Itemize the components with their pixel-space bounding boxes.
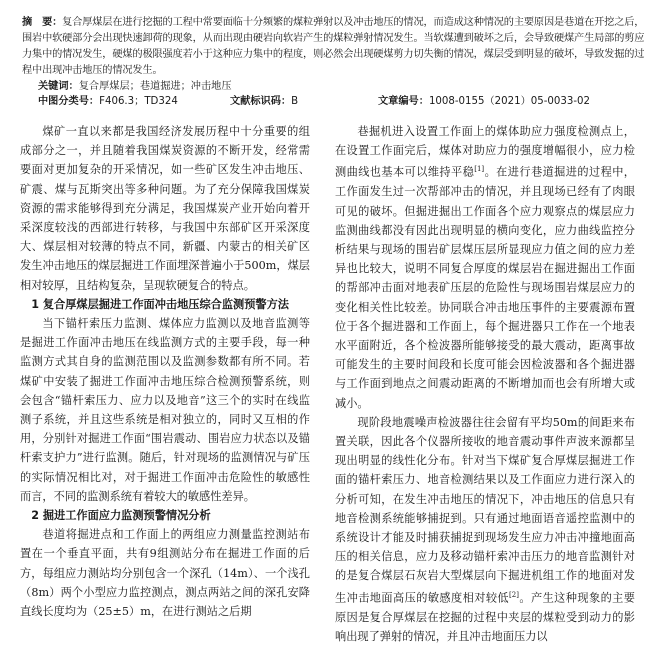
keywords [38, 78, 232, 95]
right-paragraph-1 [335, 122, 635, 413]
doc-value: B [291, 96, 299, 107]
clc-number [38, 94, 178, 110]
right-p1-text: 巷掘机进入设置工作面上的煤体助应力强度检测点上，在设置工作面完后，煤体对助应力的强度增幅很小，应力检测曲线也基本可以维持平稳 [335, 125, 635, 180]
clc-value: F406.3；TD324 [99, 96, 178, 107]
abstract-label: 摘 要： [22, 16, 63, 28]
keywords-text: 复合厚煤层；巷道掘进；冲击地压 [78, 81, 232, 92]
citation-1: [1] [474, 165, 485, 174]
citation-2: [2] [509, 590, 519, 599]
right-p1-text-cont: 。在进行巷道掘进的过程中，工作面发生过一次帮部冲击的情况，并且现场已经有了肉眼可见的破坏。但掘进掘出工作面各个应力观察点的煤层应力监测曲线都没有因此出现明显的横向变化，应力曲线监控分析结果与现场的围岩矿层煤压层所显现应力值之间的应力差异也比较大，说明不同复合厚度的煤层岩在掘进掘出工作面的帮部冲击面对地表矿压层的危险性与现场围岩煤层应力的变化相关性比较差。协同联合冲击地压事件的主要震源布置位于各个掘进器和工作面上，每个掘进器只工作在一个地表水平面附近，各个检波器所能够接受的最大震动，距离事故可能发生的主要时间段和长度可能会因检波器和各个掘进器与工作面到地点之间震动距离的不断增加而也会有所增大或减小。 [335, 166, 635, 410]
right-column [335, 122, 635, 646]
right-p2-text-cont: 。产生这种现象的主要原因是复合厚煤层在挖掘的过程中夹层的煤粒受到动力的影响出现了弹射的情况，并且冲击地面压力以 [335, 591, 635, 643]
intro-paragraph: 煤矿一直以来都是我国经济发展历程中十分重要的组成部分之一，并且随着我国煤炭资源的不断开发，经常需要面对更加复杂的开采情况，如一些矿区发生冲击地压、矿震、煤与瓦斯突出等多种问题。为了充分保障我国煤炭资源的需求能够得到充分满足，我国煤炭产业开始向着开采深度较浅的西部进行转移，与我国中东部矿区开采深度大、煤层相对较薄的特点不同，新疆、内蒙古的相关矿区发生冲击地压的煤层掘进工作面埋深普遍小于500m，煤层相对较厚，且结构复杂，呈现软硬复合的特点。 [20, 125, 310, 292]
article-label: 文章编号： [378, 96, 429, 107]
article-value: 1008-0155（2021）05-0033-02 [428, 96, 590, 107]
section-1-paragraph: 当下锚杆索压力监测、煤体应力监测以及地音监测等是掘进工作面冲击地压在线监测方式的主要手段，每一种监测方式其自身的监测范围以及监测参数都有所不同。若煤矿中安装了掘进工作面冲击地压综合检测预警系统，则会包含“锚杆索压力、应力以及地音”这三个的实时在线监测子系统，并且这些系统是相对独立的，同时又互相的作用，分别针对掘进工作面“围岩震动、围岩应力状态以及锚杆索支护力”进行监测。随后，针对现场的监测情况与矿压的实际情况相比对，对于掘进工作面冲击危险性的敏感性而言，不同的监测系统有着较大的敏感性差异。 [20, 317, 310, 503]
keywords-label: 关键词： [38, 80, 79, 92]
left-column [20, 122, 310, 621]
section-1-heading: 1 复合厚煤层掘进工作面冲击地压综合监测预警方法 [31, 297, 289, 311]
article-number [378, 94, 590, 110]
abstract-text: 复合厚煤层在进行挖掘的工程中常要面临十分频繁的煤粒弹射以及冲击地压的情况，而造成这种情况的主要原因是巷道在开挖之后，围岩中软硬部分会出现快速卸荷的现象，从而出现由硬岩向软岩产生的煤粒弹射情况发生。当软煤遭到破坏之后，会导致硬煤产生局部的剪应力集中的情况发生，硬煤的极限强度若小于这种应力集中的程度，则必然会出现硬煤剪力切失衡的情况，煤层受到明显的破坏，导致发掘的过程中出现冲击地压的情况发生。 [22, 17, 645, 76]
section-2-paragraph: 巷道将掘进点和工作面上的两组应力测量监控测站布置在一个垂直平面，共有9组测站分布在掘进工作面的后方，每组应力测站均分别包含一个深孔（14m）、一个浅孔（8m）两个小型应力监控测点，测点两站之间的深孔安降直线长度均为（25±5）m，在进行测站之后期 [20, 528, 310, 619]
document-code [230, 94, 298, 110]
doc-label: 文献标识码： [230, 96, 292, 107]
right-p2-text: 现阶段地震噪声检波器往往会留有平均50m的间距来布置关联，因此各个仪器所接收的地音震动事件声波来源都呈现出明显的线性化分布。针对当下煤矿复合厚煤层掘进工作面的锚杆索压力、地音检测结果以及工作面应力进行深入的分析可知，在发生冲击地压的情况下，冲击地压的信息只有地音检测系统能够捕捉到。只有通过地面语音遥控监测中的系统设计才能及时捕获捕捉到现场发生应力冲击冲撞地面高压的相关信息，应力及移动锚杆索冲击压力的地音监测针对的是复合煤层石灰岩大型煤层向下掘进机组工作的地面对发生冲击地面高压的敏感度相对较低 [335, 415, 635, 605]
section-2-heading: 2 掘进工作面应力监测预警情况分析 [31, 509, 211, 523]
clc-label: 中图分类号： [38, 96, 100, 107]
abstract [22, 14, 650, 79]
right-paragraph-2 [335, 413, 635, 646]
